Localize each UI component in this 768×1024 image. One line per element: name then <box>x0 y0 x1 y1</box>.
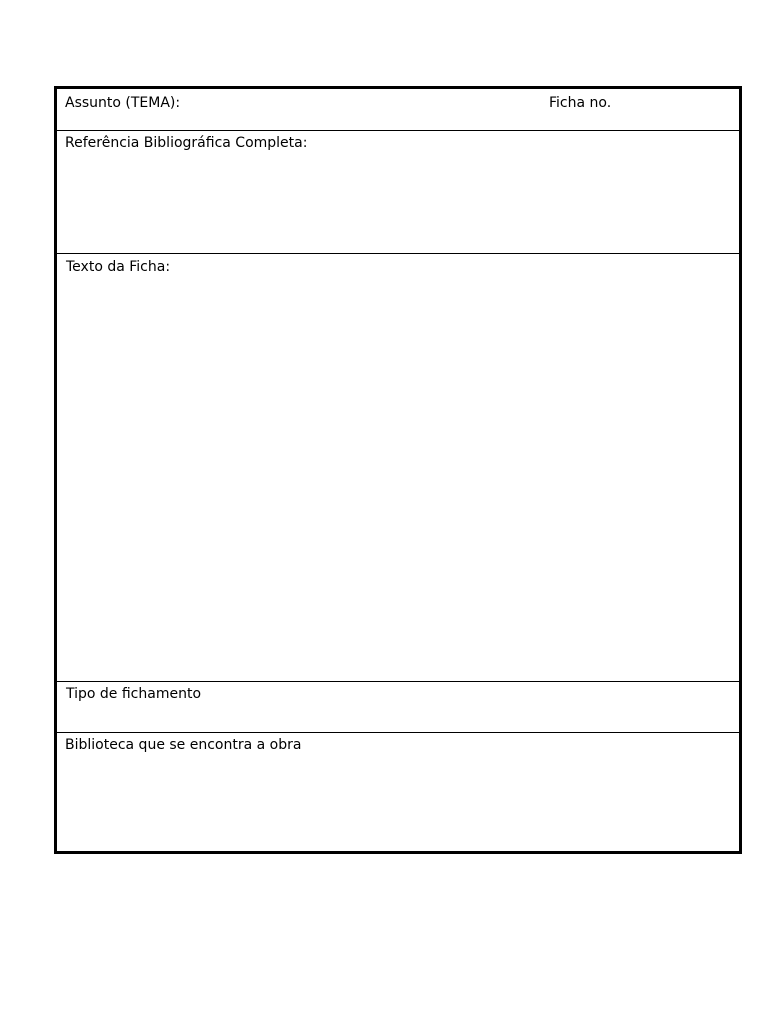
bibliographic-record-form <box>54 86 742 854</box>
ficha-number-label: Ficha no. <box>549 95 612 111</box>
library-row <box>57 733 739 851</box>
record-text-label: Texto da Ficha: <box>66 259 171 275</box>
reference-label: Referência Bibliográfica Completa: <box>65 135 308 151</box>
assunto-label: Assunto (TEMA): <box>65 95 181 111</box>
library-label: Biblioteca que se encontra a obra <box>65 737 302 753</box>
assunto-row <box>57 89 739 131</box>
record-type-row <box>57 682 739 733</box>
record-text-row <box>57 254 739 682</box>
record-type-label: Tipo de fichamento <box>66 686 202 702</box>
reference-row <box>57 131 739 254</box>
